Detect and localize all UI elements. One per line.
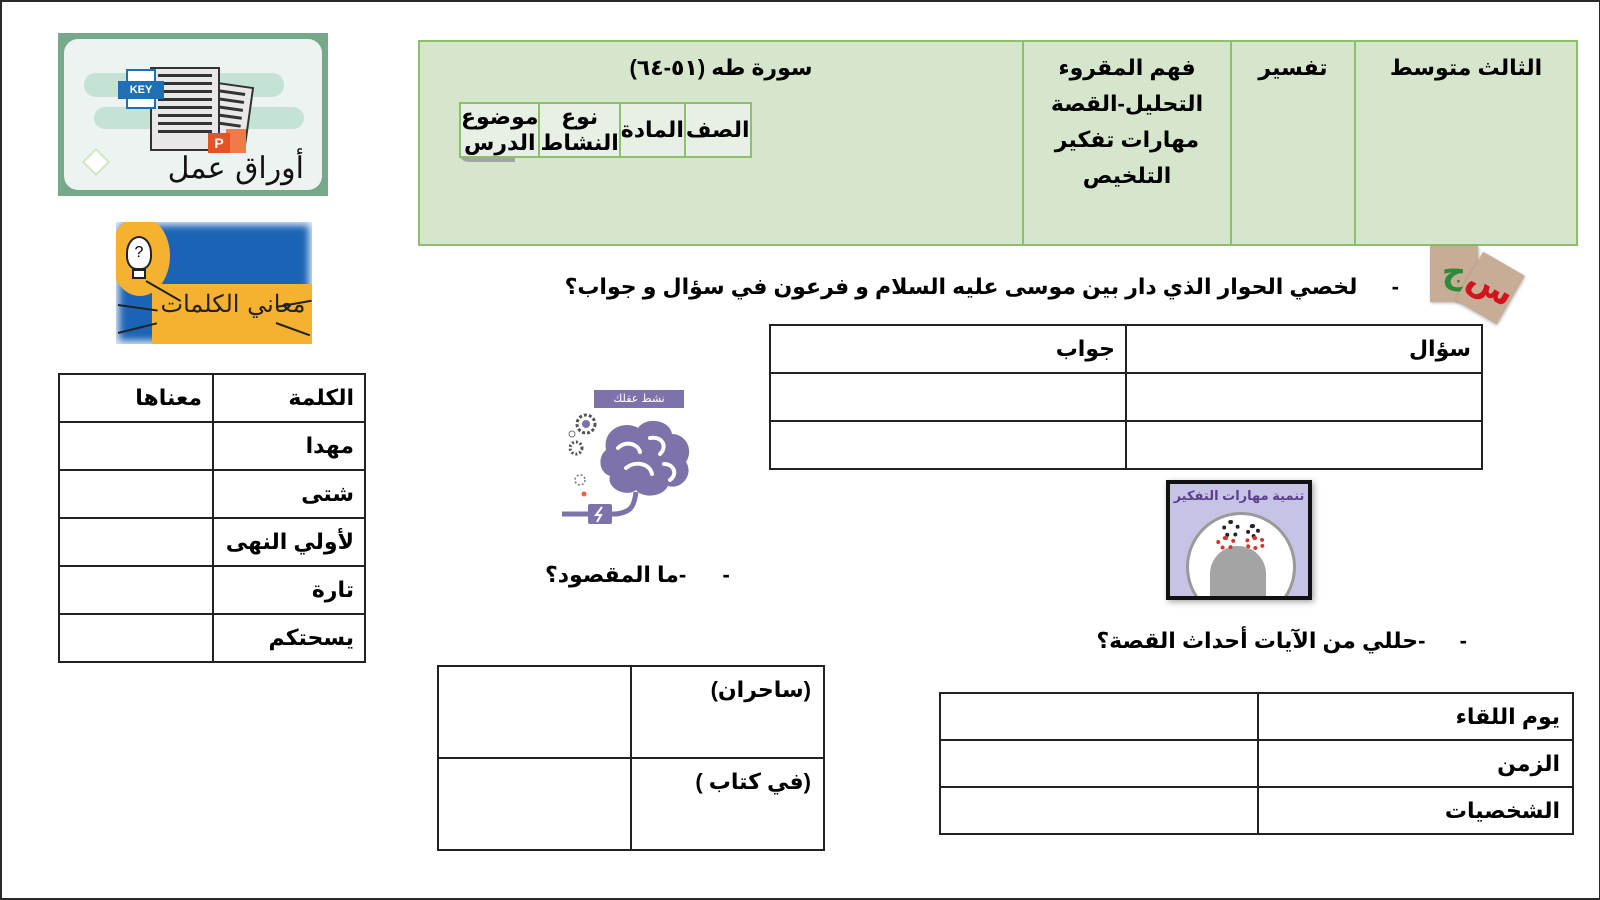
column-header-answer: جواب — [770, 325, 1126, 373]
value-grade: الثالث متوسط — [1355, 41, 1577, 245]
bullet-dash: - — [722, 562, 730, 587]
header-grade: الصف — [685, 103, 751, 157]
event-label-cell: يوم اللقاء — [1258, 693, 1573, 740]
logo-title: أوراق عمل — [167, 151, 304, 186]
question-answer-table — [769, 324, 1483, 470]
worksheets-logo — [58, 33, 328, 196]
table-row — [940, 693, 1573, 740]
answer-cell[interactable] — [770, 421, 1126, 469]
word-cell: يسحتكم — [213, 614, 365, 662]
bullet-dash: - — [1391, 274, 1399, 299]
value-activity-type: فهم المقروء التحليل-القصة مهارات تفكير التلخيص — [1023, 41, 1231, 245]
meaning-prompt: -ما المقصود؟ — [545, 562, 687, 587]
table-row — [940, 740, 1573, 787]
meaning-answer-cell[interactable] — [438, 758, 631, 850]
lesson-info-table — [418, 40, 1578, 246]
header-activity-type: نوع النشاط — [540, 104, 619, 155]
story-events-table — [939, 692, 1574, 835]
lightbulb-icon: ? — [126, 236, 152, 270]
powerpoint-icon: P — [208, 133, 230, 153]
meaning-answer-cell[interactable] — [59, 566, 213, 614]
table-header-row — [59, 374, 365, 422]
meaning-answer-cell[interactable] — [438, 666, 631, 758]
events-prompt: -حللي من الآيات أحداث القصة؟ — [1096, 628, 1426, 653]
table-row — [438, 758, 824, 850]
header-topic: موضوع الدرس — [460, 104, 539, 155]
word-cell: لأولي النهى — [213, 518, 365, 566]
question-cell[interactable] — [1126, 373, 1482, 421]
column-header-meaning: معناها — [59, 374, 213, 422]
value-subject: تفسير — [1231, 41, 1355, 245]
word-meanings-table — [58, 373, 366, 663]
bullet-dash: - — [1459, 628, 1467, 653]
dialogue-prompt: لخصي الحوار الذي دار بين موسى عليه السلام و فرعون في سؤال و جواب؟ — [564, 274, 1358, 299]
dialogue-question — [565, 274, 1399, 300]
table-row — [940, 787, 1573, 834]
word-meanings-banner — [116, 222, 312, 344]
gear-icon — [1216, 536, 1236, 550]
table-row — [59, 518, 365, 566]
table-row — [59, 422, 365, 470]
head-silhouette-icon — [1210, 546, 1266, 600]
meaning-question — [545, 562, 730, 588]
table-row — [770, 421, 1482, 469]
table-row — [438, 666, 824, 758]
table-row — [59, 614, 365, 662]
event-answer-cell[interactable] — [940, 693, 1258, 740]
word-cell: مهدا — [213, 422, 365, 470]
value-topic: سورة طه (٥١-٦٤) — [419, 41, 1023, 245]
word-cell: شتى — [213, 470, 365, 518]
table-row — [59, 566, 365, 614]
meaning-answer-cell[interactable] — [59, 614, 213, 662]
events-question — [1096, 628, 1467, 654]
event-answer-cell[interactable] — [940, 740, 1258, 787]
term-cell: (ساحران) — [631, 666, 824, 758]
thinking-skills-image — [1166, 480, 1312, 600]
meaning-answer-cell[interactable] — [59, 470, 213, 518]
answer-cell[interactable] — [770, 373, 1126, 421]
word-meanings-title: معاني الكلمات — [160, 290, 306, 318]
gear-icon — [1244, 536, 1266, 550]
term-cell: (في كتاب ) — [631, 758, 824, 850]
brain-graphic — [554, 390, 704, 535]
activate-mind-tag: نشط عقلك — [594, 390, 684, 408]
table-header-row — [770, 325, 1482, 373]
answer-card-icon: ج — [1430, 246, 1478, 302]
meaning-table — [437, 665, 825, 851]
meaning-answer-cell[interactable] — [59, 518, 213, 566]
event-label-cell: الزمن — [1258, 740, 1573, 787]
question-card-icon: س — [1455, 252, 1525, 324]
event-label-cell: الشخصيات — [1258, 787, 1573, 834]
event-answer-cell[interactable] — [940, 787, 1258, 834]
table-row — [770, 373, 1482, 421]
column-header-question: سؤال — [1126, 325, 1482, 373]
table-row — [59, 470, 365, 518]
column-header-word: الكلمة — [213, 374, 365, 422]
brain-icon — [554, 390, 704, 535]
word-cell: تارة — [213, 566, 365, 614]
question-cell[interactable] — [1126, 421, 1482, 469]
keynote-badge: KEY — [118, 81, 164, 99]
header-subject: المادة — [620, 103, 685, 157]
thinking-skills-title: تنمية مهارات التفكير — [1173, 488, 1305, 503]
meaning-answer-cell[interactable] — [59, 422, 213, 470]
